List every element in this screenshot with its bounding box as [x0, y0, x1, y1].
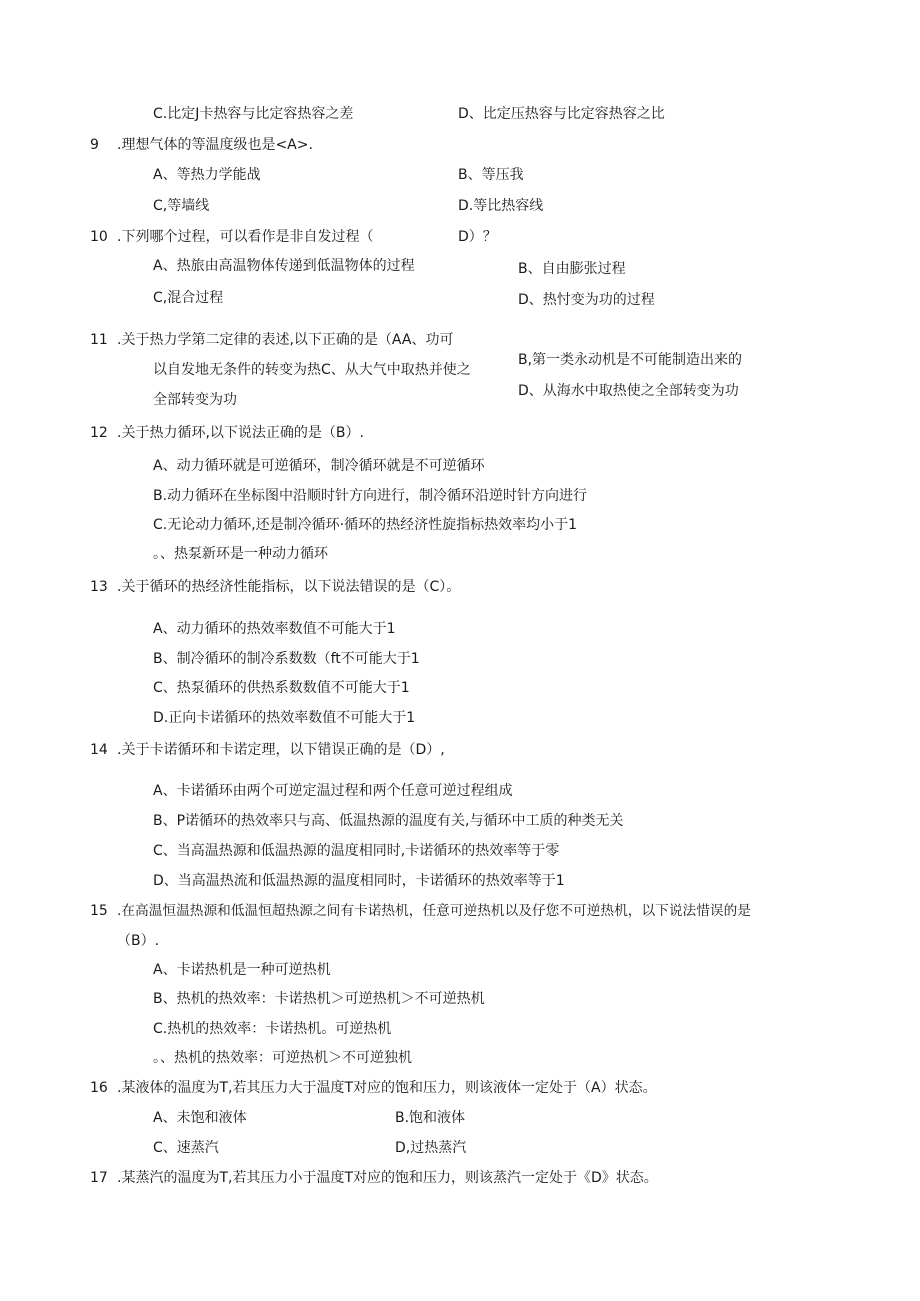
- q15-stem: .在高温恒温热源和低温恒超热源之间有卡诺热机，任意可逆热机以及仔您不可逆热机，以下说法惜误的是: [117, 903, 751, 919]
- q13-option-b: B、制冷循环的制冷系数数（ft不可能大于1: [153, 651, 420, 667]
- q13-option-c: C、热泵循环的供热系数数值不可能大于1: [153, 680, 410, 696]
- q9-option-a: A、等热力学能战: [153, 167, 261, 183]
- q11-option-d: D、从海水中取热使之全部转变为功: [518, 383, 739, 399]
- q9-number: 9: [90, 137, 99, 153]
- q16-option-d: D,过热蒸汽: [395, 1140, 467, 1156]
- q12-number: 12: [90, 425, 108, 441]
- q12-option-a: A、动力循环就是可逆循环，制冷循环就是不可逆循环: [153, 458, 485, 474]
- q16-number: 16: [90, 1080, 108, 1096]
- q9-option-c: C,等墙线: [153, 198, 210, 214]
- q11-stem-line-2: 以自发地无条件的转变为热C、从大气中取热并使之: [153, 362, 471, 378]
- q10-option-d: D、热忖变为功的过程: [518, 292, 655, 308]
- q17-stem: .某蒸汽的温度为T,若其压力小于温度T对应的饱和压力，则该蒸汽一定处于《D》状态。: [117, 1170, 658, 1186]
- q15-option-d: 。、热机的热效率：可逆热机＞不可逆独机: [153, 1050, 412, 1066]
- q10-option-a: A、热旅由高温物体传递到低温物体的过程: [153, 258, 415, 274]
- q13-option-a: A、动力循环的热效率数值不可能大于1: [153, 621, 396, 637]
- q12-stem: .关于热力循环,以下说法正确的是（B）.: [117, 425, 364, 441]
- q15-stem-answer: （B）.: [117, 933, 160, 949]
- q10-number: 10: [90, 229, 108, 245]
- q8-option-d: D、比定压热容与比定容热容之比: [458, 106, 665, 122]
- q11-stem-line-3: 全部转变为功: [153, 392, 237, 408]
- q10-option-c: C,混合过程: [153, 290, 224, 306]
- q14-option-a: A、卡诺循环由两个可逆定温过程和两个任意可逆过程组成: [153, 783, 513, 799]
- q15-option-b: B、热机的热效率：卡诺热机＞可逆热机＞不可逆热机: [153, 991, 485, 1007]
- q12-option-d: 。、热泵新环是一种动力循环: [153, 546, 328, 562]
- q13-stem: .关于循环的热经济性能指标，以下说法错误的是（C）。: [117, 579, 461, 595]
- q11-number: 11: [90, 332, 108, 348]
- q15-option-c: C.热机的热效率：卡诺热机。可逆热机: [153, 1021, 392, 1037]
- q9-option-b: B、等压我: [458, 167, 524, 183]
- q16-stem: .某液体的温度为T,若其压力大于温度T对应的饱和压力，则该液体一定处于（A）状态。: [117, 1080, 657, 1096]
- q15-number: 15: [90, 903, 108, 919]
- q11-option-b: B,第一类永动机是不可能制造出来的: [518, 352, 743, 368]
- q14-stem: .关于卡诺循环和卡诺定理，以下错误正确的是（D）,: [117, 742, 445, 758]
- q16-option-a: A、未饱和液体: [153, 1110, 247, 1126]
- q16-option-c: C、速蒸汽: [153, 1140, 219, 1156]
- q17-number: 17: [90, 1170, 108, 1186]
- q14-option-d: D、当高温热流和低温热源的温度相同时，卡诺循环的热效率等于1: [153, 873, 565, 889]
- q12-option-c: C.无论动力循环,还是制冷循环·循环的热经济性旋指标热效率均小于1: [153, 517, 578, 533]
- q14-option-b: B、P诺循环的热效率只与高、低温热源的温度有关,与循环中工质的种类无关: [153, 813, 624, 829]
- q13-number: 13: [90, 579, 108, 595]
- q14-number: 14: [90, 742, 108, 758]
- q15-option-a: A、卡诺热机是一种可逆热机: [153, 962, 331, 978]
- q16-option-b: B.饱和液体: [395, 1110, 466, 1126]
- q10-option-b: B、自由膨张过程: [518, 261, 626, 277]
- q8-option-c: C.比定J卡热容与比定容热容之差: [153, 106, 354, 122]
- q10-answer: D）？: [458, 229, 497, 245]
- q14-option-c: C、当高温热源和低温热源的温度相同时,卡诺循环的热效率等于零: [153, 843, 560, 859]
- q11-stem-line-1: .关于热力学第二定律的表述,以下正确的是（AA、功可: [117, 332, 454, 348]
- q13-option-d: D.正向卡诺循环的热效率数值不可能大于1: [153, 710, 416, 726]
- q9-option-d: D.等比热容线: [458, 198, 544, 214]
- q10-stem: .下列哪个过程，可以看作是非自发过程（: [117, 229, 374, 245]
- q12-option-b: B.动力循环在坐标图中沿顺时针方向进行，制冷循环沿逆时针方向进行: [153, 488, 588, 504]
- q9-stem: .理想气体的等温度级也是<A>.: [117, 137, 313, 153]
